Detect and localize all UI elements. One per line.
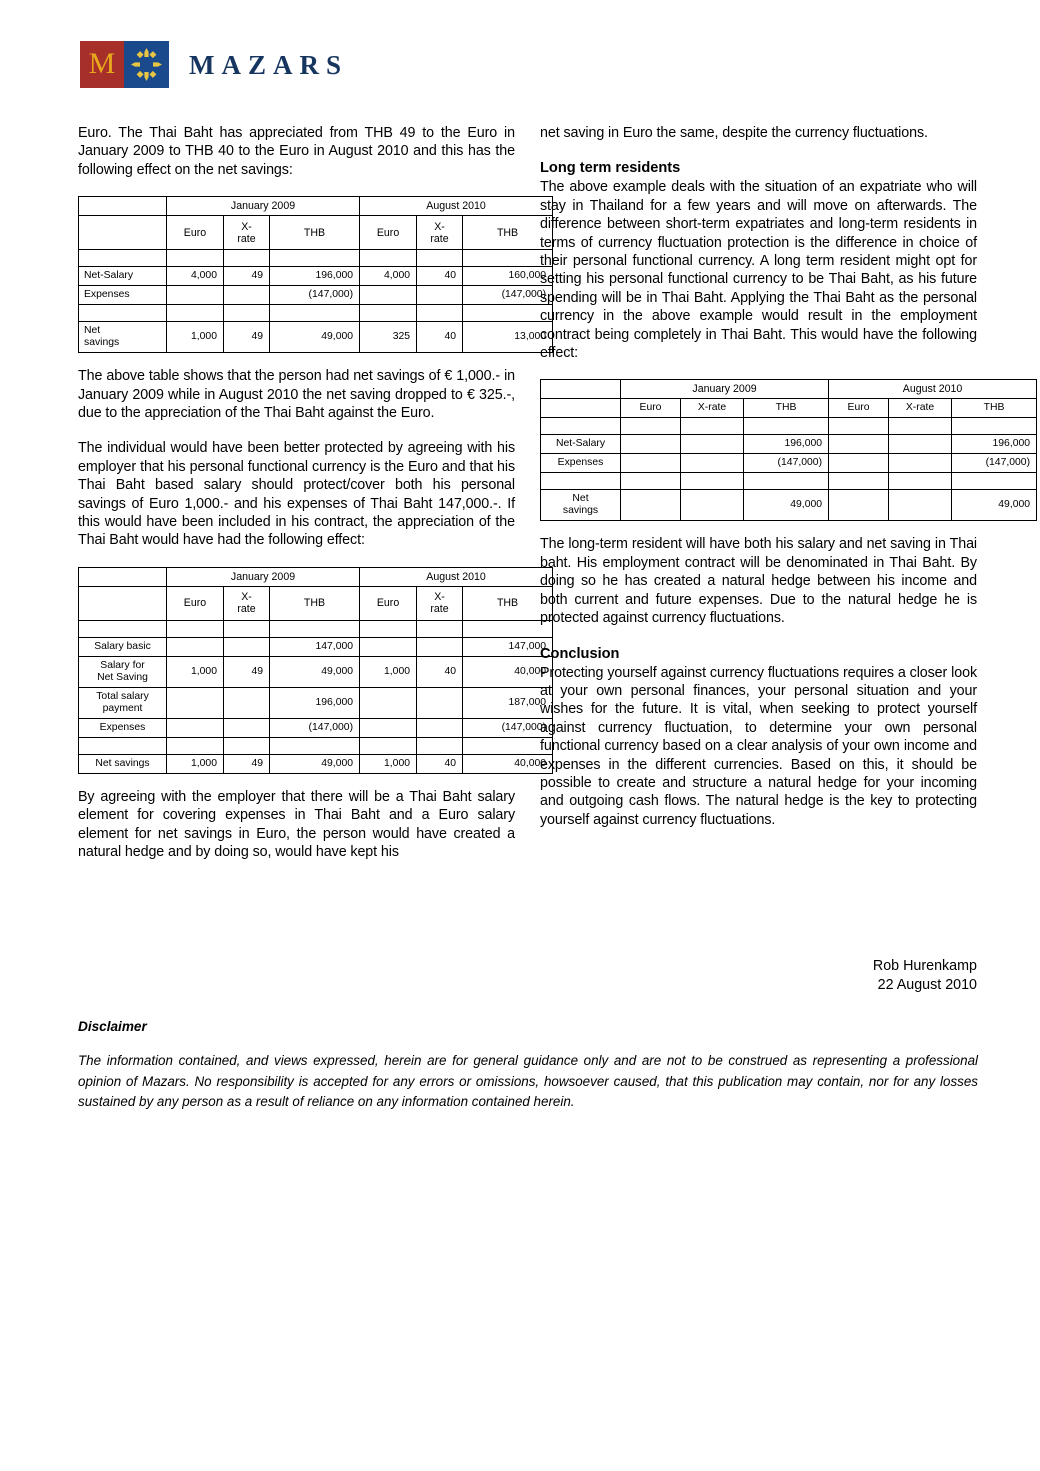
cell-spacer [360,250,417,267]
table-long-term-resident [540,379,1037,521]
cell-value [167,718,224,737]
cell-value [417,718,463,737]
label-line2: Net Saving [97,671,148,683]
cell-value [889,490,952,521]
cell-row-label [79,687,167,718]
cell-spacer [79,620,167,637]
logo-letter-m: M [88,47,116,80]
cell-header-xrate-jan [224,586,270,620]
label-line1: Net [572,493,589,505]
cell-spacer [889,418,952,435]
cell-empty [541,380,621,399]
cell-value: 49 [224,656,270,687]
cell-value [681,454,744,473]
paragraph-after-table3: The long-term resident will have both his salary and net saving in Thai baht. His employment contract will be denominated in Thai Baht. By doing so he has created a natural hedge between his income and both current and future expenses. Due to the natural hedge he is protected against currency fluctuations. [540,536,977,627]
cell-value [681,490,744,521]
cell-spacer [79,250,167,267]
left-column [78,124,547,862]
xrate-line2: rate [237,232,256,245]
cell-header-xrate-aug [417,216,463,250]
cell-value: (147,000) [463,718,553,737]
cell-header-thb-aug: THB [952,399,1037,418]
cell-empty [79,216,167,250]
table-row [79,620,553,637]
cell-value: 40,000 [463,656,553,687]
cell-value: 40 [417,656,463,687]
cell-value [829,490,889,521]
cell-group-jan: January 2009 [621,380,829,399]
cell-spacer [952,473,1037,490]
table-row [79,267,553,286]
table-row-column-header [541,399,1037,418]
cell-spacer [167,620,224,637]
cell-spacer [744,473,829,490]
cell-value: (147,000) [270,718,360,737]
cell-value [224,637,270,656]
cell-header-thb-jan: THB [270,586,360,620]
cell-spacer [224,620,270,637]
cell-spacer [621,418,681,435]
cell-value [417,637,463,656]
cell-value: 13,000 [463,322,553,353]
table-row-column-header [79,586,553,620]
cell-header-xrate-aug [417,586,463,620]
cell-value: 196,000 [270,267,360,286]
xrate-line1: X- [241,591,252,604]
table-row [79,737,553,754]
cell-value: 147,000 [463,637,553,656]
table-row [79,286,553,305]
cell-header-xrate-jan [224,216,270,250]
mazars-logo [80,41,348,88]
logo-mark [80,41,169,88]
cell-row-label: Net savings [79,754,167,773]
cell-spacer [889,473,952,490]
cell-header-thb-aug: THB [463,586,553,620]
table-net-savings-comparison [78,196,553,353]
cell-value: (147,000) [270,286,360,305]
cell-spacer [270,250,360,267]
table-row [79,322,553,353]
cell-header-euro-jan: Euro [167,216,224,250]
cell-spacer [224,250,270,267]
cell-value: (147,000) [463,286,553,305]
cell-value: 325 [360,322,417,353]
cell-spacer [681,418,744,435]
cell-value: 187,000 [463,687,553,718]
cell-spacer [829,418,889,435]
cell-spacer [360,305,417,322]
cell-spacer [360,737,417,754]
xrate-line1: X- [241,220,252,233]
cell-spacer [417,620,463,637]
cell-value [889,435,952,454]
cell-row-label: Salary basic [79,637,167,656]
cell-value [829,454,889,473]
paragraph-after-table1: The above table shows that the person had net savings of € 1,000.- in January 2009 while in August 2010 the net saving dropped to € 325.-, due to the appreciation of the Thai Baht against the Euro. [78,368,515,422]
cell-value [224,286,270,305]
table-row [79,656,553,687]
cell-spacer [270,305,360,322]
label-line1: Salary for [100,659,145,671]
cell-value [829,435,889,454]
cell-empty [79,586,167,620]
cell-group-aug: August 2010 [360,567,553,586]
table-row [79,305,553,322]
logo-blue-tile [124,41,169,88]
starburst-icon [124,41,169,88]
cell-value: 1,000 [167,656,224,687]
table-row-column-header [79,216,553,250]
cell-row-label: Expenses [541,454,621,473]
cell-row-label [541,490,621,521]
cell-empty [79,567,167,586]
cell-spacer [167,250,224,267]
signature-block [540,957,977,995]
xrate-line2: rate [237,603,256,616]
table-row [541,490,1037,521]
cell-spacer [417,250,463,267]
table-row [541,435,1037,454]
paragraph-intro: Euro. The Thai Baht has appreciated from THB 49 to the Euro in January 2009 to THB 40 to the Euro in August 2010 and this has the following effect on the net savings: [78,125,515,178]
paragraph-continued: net saving in Euro the same, despite the currency fluctuations. [540,125,928,141]
cell-header-thb-aug: THB [463,216,553,250]
cell-header-euro-aug: Euro [829,399,889,418]
cell-row-label [79,656,167,687]
table-protected-salary-split [78,567,553,774]
cell-group-aug: August 2010 [360,197,553,216]
cell-header-euro-jan: Euro [621,399,681,418]
cell-value [621,490,681,521]
cell-value: 4,000 [167,267,224,286]
xrate-line2: rate [430,232,449,245]
heading-long-term-residents: Long term residents [540,160,681,177]
cell-spacer [360,620,417,637]
cell-value [360,718,417,737]
cell-empty [541,399,621,418]
cell-spacer [621,473,681,490]
table-row [541,454,1037,473]
cell-spacer [270,620,360,637]
xrate-line1: X- [434,220,445,233]
cell-value: 1,000 [360,656,417,687]
table-row-group-header [541,380,1037,399]
cell-spacer [417,737,463,754]
cell-header-xrate-jan: X-rate [681,399,744,418]
cell-spacer [270,737,360,754]
paragraph-conclusion: Protecting yourself against currency fluctuations requires a closer look at your own personal finances, your personal situation and your wishes for the future. It is vital, when seeking to protect yourself against currency fluctuation, to determine your own personal functional currency based on a clear analysis of your own income and expenses in the different currencies. Based on this, it should be possible to create and structure a natural hedge for your incoming and outgoing cash flows. The natural hedge is the key to protecting yourself against currency fluctuations. [540,664,977,828]
cell-spacer [541,473,621,490]
cell-value: (147,000) [744,454,829,473]
cell-spacer [681,473,744,490]
cell-value: 49,000 [952,490,1037,521]
cell-value: 160,000 [463,267,553,286]
cell-value [417,687,463,718]
paragraph-long-term: The above example deals with the situation of an expatriate who will stay in Thailand for a few years and will move on afterwards. The difference between short-term expatriates and long-term residents in terms of currency fluctuation protection is the difference in choice of their personal functional currency. A long term resident might opt for setting his personal functional currency to be Thai Baht, as his future spending will be in Thai Baht. Applying the Thai Baht as the personal currency in the above example would result in the employment contract being completely in Thai Baht. This would have the following effect: [540,179,977,362]
cell-value: 49,000 [744,490,829,521]
cell-header-euro-aug: Euro [360,216,417,250]
cell-value [681,435,744,454]
xrate-line1: X- [434,591,445,604]
cell-empty [79,197,167,216]
label-line2: savings [562,505,599,517]
cell-value [167,286,224,305]
cell-spacer [829,473,889,490]
table-row [79,250,553,267]
cell-value [224,718,270,737]
cell-header-euro-aug: Euro [360,586,417,620]
cell-spacer [541,418,621,435]
cell-value: 40 [417,267,463,286]
cell-value: 1,000 [167,754,224,773]
cell-spacer [167,305,224,322]
cell-value: 49,000 [270,754,360,773]
heading-conclusion: Conclusion [540,645,620,662]
label-line2: savings [84,337,120,349]
cell-spacer [167,737,224,754]
logo-wordmark: MAZARS [189,49,349,80]
cell-value [360,637,417,656]
table-row-group-header [79,567,553,586]
cell-row-label [79,322,167,353]
right-column [540,124,1031,846]
author-name: Rob Hurenkamp [872,958,977,974]
cell-value: 49 [224,267,270,286]
logo-red-tile [80,41,124,88]
cell-value: 196,000 [270,687,360,718]
cell-group-jan: January 2009 [167,567,360,586]
cell-value: 40,000 [463,754,553,773]
cell-row-label: Net-Salary [541,435,621,454]
cell-header-xrate-aug: X-rate [889,399,952,418]
cell-value: 40 [417,754,463,773]
cell-value: 49 [224,754,270,773]
table-row [79,718,553,737]
paragraph-before-table2: The individual would have been better protected by agreeing with his employer that his personal functional currency is the Euro and that his Thai Baht based salary should protect/cover both his personal savings of Euro 1,000.- and his expenses of Thai Baht 147,000.-. If this would have been included in his contract, the appreciation of the Thai Baht would have had the following effect: [78,440,515,549]
cell-value [360,687,417,718]
table-row-group-header [79,197,553,216]
paragraph-after-table2: By agreeing with the employer that there will be a Thai Baht salary element for covering expenses in Thai Baht and a Euro salary element for net savings in Euro, the person would have created a natural hedge and by doing so, would have kept his [78,788,515,861]
cell-value: 147,000 [270,637,360,656]
cell-value: 40 [417,322,463,353]
cell-value [621,435,681,454]
xrate-line2: rate [430,603,449,616]
publication-date: 22 August 2010 [877,977,977,993]
cell-spacer [952,418,1037,435]
cell-header-thb-jan: THB [744,399,829,418]
cell-spacer [79,305,167,322]
cell-spacer [417,305,463,322]
label-line2: payment [102,702,143,714]
cell-value [889,454,952,473]
label-line1: Net [84,325,101,337]
cell-row-label: Net-Salary [79,267,167,286]
table-row [79,687,553,718]
table-row [541,473,1037,490]
cell-value: 49 [224,322,270,353]
disclaimer-block [78,1019,978,1113]
cell-value [167,687,224,718]
disclaimer-heading: Disclaimer [78,1019,147,1034]
cell-value: 4,000 [360,267,417,286]
cell-value: 1,000 [360,754,417,773]
cell-value [224,687,270,718]
cell-row-label: Expenses [79,718,167,737]
table-row [79,754,553,773]
cell-value: (147,000) [952,454,1037,473]
cell-value: 49,000 [270,656,360,687]
cell-value: 196,000 [744,435,829,454]
cell-value [167,637,224,656]
cell-spacer [224,737,270,754]
cell-header-thb-jan: THB [270,216,360,250]
cell-header-euro-jan: Euro [167,586,224,620]
table-row [79,637,553,656]
cell-value [417,286,463,305]
cell-spacer [744,418,829,435]
disclaimer-text: The information contained, and views expressed, herein are for general guidance only and are not to be construed as representing a professional opinion of Mazars. No responsibility is accepted for any errors or omissions, howsoever caused, that this publication may contain, nor for any losses sustained by any person as a result of reliance on any information contained herein. [78,1053,978,1109]
cell-group-aug: August 2010 [829,380,1037,399]
cell-group-jan: January 2009 [167,197,360,216]
cell-value: 196,000 [952,435,1037,454]
cell-value: 1,000 [167,322,224,353]
label-line1: Total salary [96,690,149,702]
cell-value: 49,000 [270,322,360,353]
cell-spacer [79,737,167,754]
cell-row-label: Expenses [79,286,167,305]
cell-value [621,454,681,473]
table-row [541,418,1037,435]
cell-spacer [224,305,270,322]
cell-value [360,286,417,305]
